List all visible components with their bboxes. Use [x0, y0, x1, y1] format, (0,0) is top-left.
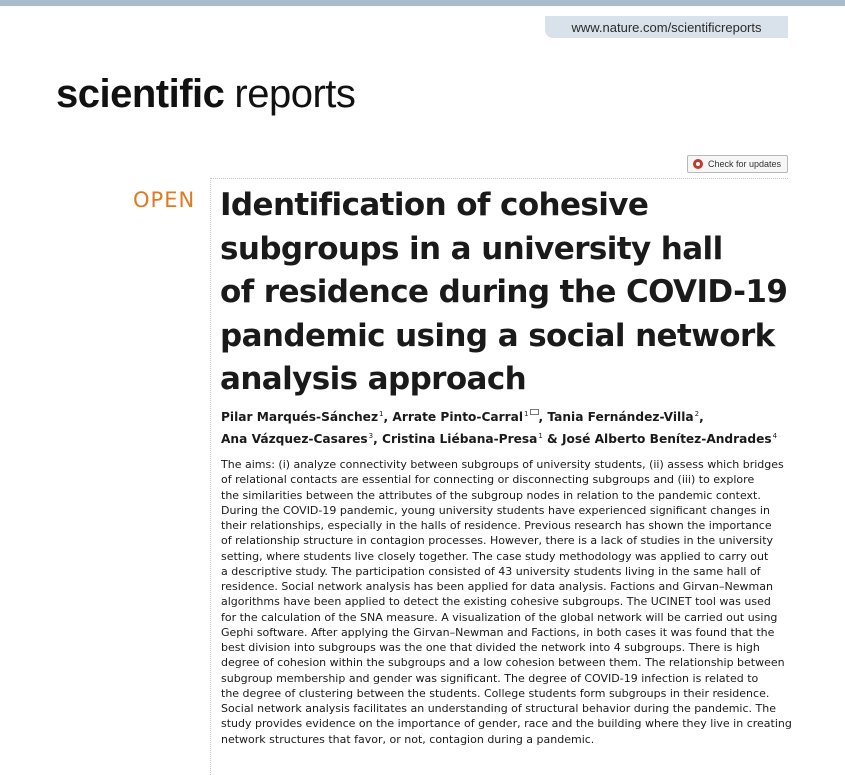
abstract-line: their relationships, especially in the halls of residence. Previous research has shown the importance [221, 519, 772, 532]
abstract-line: a descriptive study. The participation consisted of 43 university students living in the same hall of [221, 564, 761, 578]
author-separator: , [373, 432, 382, 446]
author-name[interactable]: Arrate Pinto-Carral [392, 410, 524, 424]
author-separator: & [542, 432, 562, 446]
title-line: of residence during the COVID-19 [220, 274, 788, 310]
article-title [220, 184, 788, 402]
author-separator: , [383, 410, 393, 424]
check-for-updates-button[interactable] [687, 155, 788, 173]
abstract-line: Gephi software. After applying the Girvan–Newman and Factions, in both cases it was found that the [221, 625, 775, 639]
journal-logo-light: reports [234, 72, 356, 116]
abstract-line: network structures that favor, or not, contagion during a pandemic. [221, 732, 595, 746]
journal-url-text[interactable]: www.nature.com/scientificreports [571, 19, 762, 35]
abstract-line: During the COVID-19 pandemic, young university students have experienced significant changes in [221, 503, 770, 517]
journal-logo [56, 72, 355, 117]
author-separator: , [699, 410, 704, 424]
abstract-line: setting, where students live closely together. The case study methodology was applied to carry out [221, 549, 769, 563]
header-divider [210, 178, 788, 179]
abstract-line: the degree of clustering between the students. College students form subgroups in their residence. [221, 686, 770, 700]
affiliation-sup: 1 [379, 410, 384, 418]
abstract-line: algorithms have been applied to detect the existing cohesive subgroups. The UCINET tool was used [221, 595, 771, 609]
abstract-line: The aims: (i) analyze connectivity between subgroups of university students, (ii) assess which bridges [221, 458, 784, 471]
author-line [221, 405, 801, 427]
author-name[interactable]: Cristina Liébana-Presa [382, 432, 538, 446]
abstract [221, 457, 791, 747]
column-divider [210, 178, 211, 775]
abstract-line: degree of cohesion within the subgroups and a low cohesion between them. The relationship between [221, 656, 785, 670]
abstract-line: study provides evidence on the importance of gender, race and the building where they live in creating [221, 717, 792, 731]
abstract-line: best division into subgroups was the one that divided the network into 4 subgroups. There is high [221, 641, 760, 654]
author-name[interactable]: José Alberto Benítez-Andrades [561, 432, 772, 446]
affiliation-sup: 1 [538, 432, 543, 440]
open-access-label: OPEN [133, 188, 196, 212]
abstract-line: residence. Social network analysis has been applied for data analysis. Factions and Girvan–Newman [221, 580, 773, 593]
abstract-line: the similarities between the attributes of the subgroup nodes in relation to the pandemic context. [221, 488, 761, 502]
affiliation-sup: 2 [694, 410, 700, 418]
author-line [221, 427, 801, 449]
abstract-line: Social network analysis facilitates an understanding of structural behavior during the pandemic. The [221, 702, 776, 715]
author-name[interactable]: Tania Fernández-Villa [547, 410, 694, 424]
affiliation-sup: 4 [772, 432, 778, 440]
top-rule [0, 0, 845, 6]
journal-logo-bold: scientific [56, 72, 225, 116]
abstract-line: of relational contacts are essential for connecting or disconnecting subgroups and (iii) to explore [221, 473, 755, 487]
title-line: analysis approach [220, 361, 527, 397]
abstract-line: for the calculation of the SNA measure. A visualization of the global network will be carried out using [221, 610, 778, 624]
title-line: pandemic using a social network [220, 317, 775, 354]
affiliation-sup: 3 [368, 432, 374, 440]
journal-url[interactable] [545, 16, 788, 38]
abstract-line: subgroup membership and gender was significant. The degree of COVID-19 infection is related to [221, 671, 759, 685]
check-for-updates-label: Check for updates [708, 159, 782, 169]
author-list [221, 405, 801, 449]
affiliation-sup: 1 [524, 410, 529, 418]
crossmark-icon [693, 159, 703, 169]
author-name[interactable]: Pilar Marqués-Sánchez [221, 410, 379, 424]
title-line: subgroups in a university hall [220, 230, 723, 267]
abstract-line: of relationship structure in contagion processes. However, there is a lack of studies in the university [221, 534, 774, 548]
envelope-icon[interactable] [530, 409, 539, 415]
title-line: Identification of cohesive [220, 187, 649, 223]
author-separator: , [538, 410, 548, 424]
author-name[interactable]: Ana Vázquez-Casares [221, 432, 368, 446]
